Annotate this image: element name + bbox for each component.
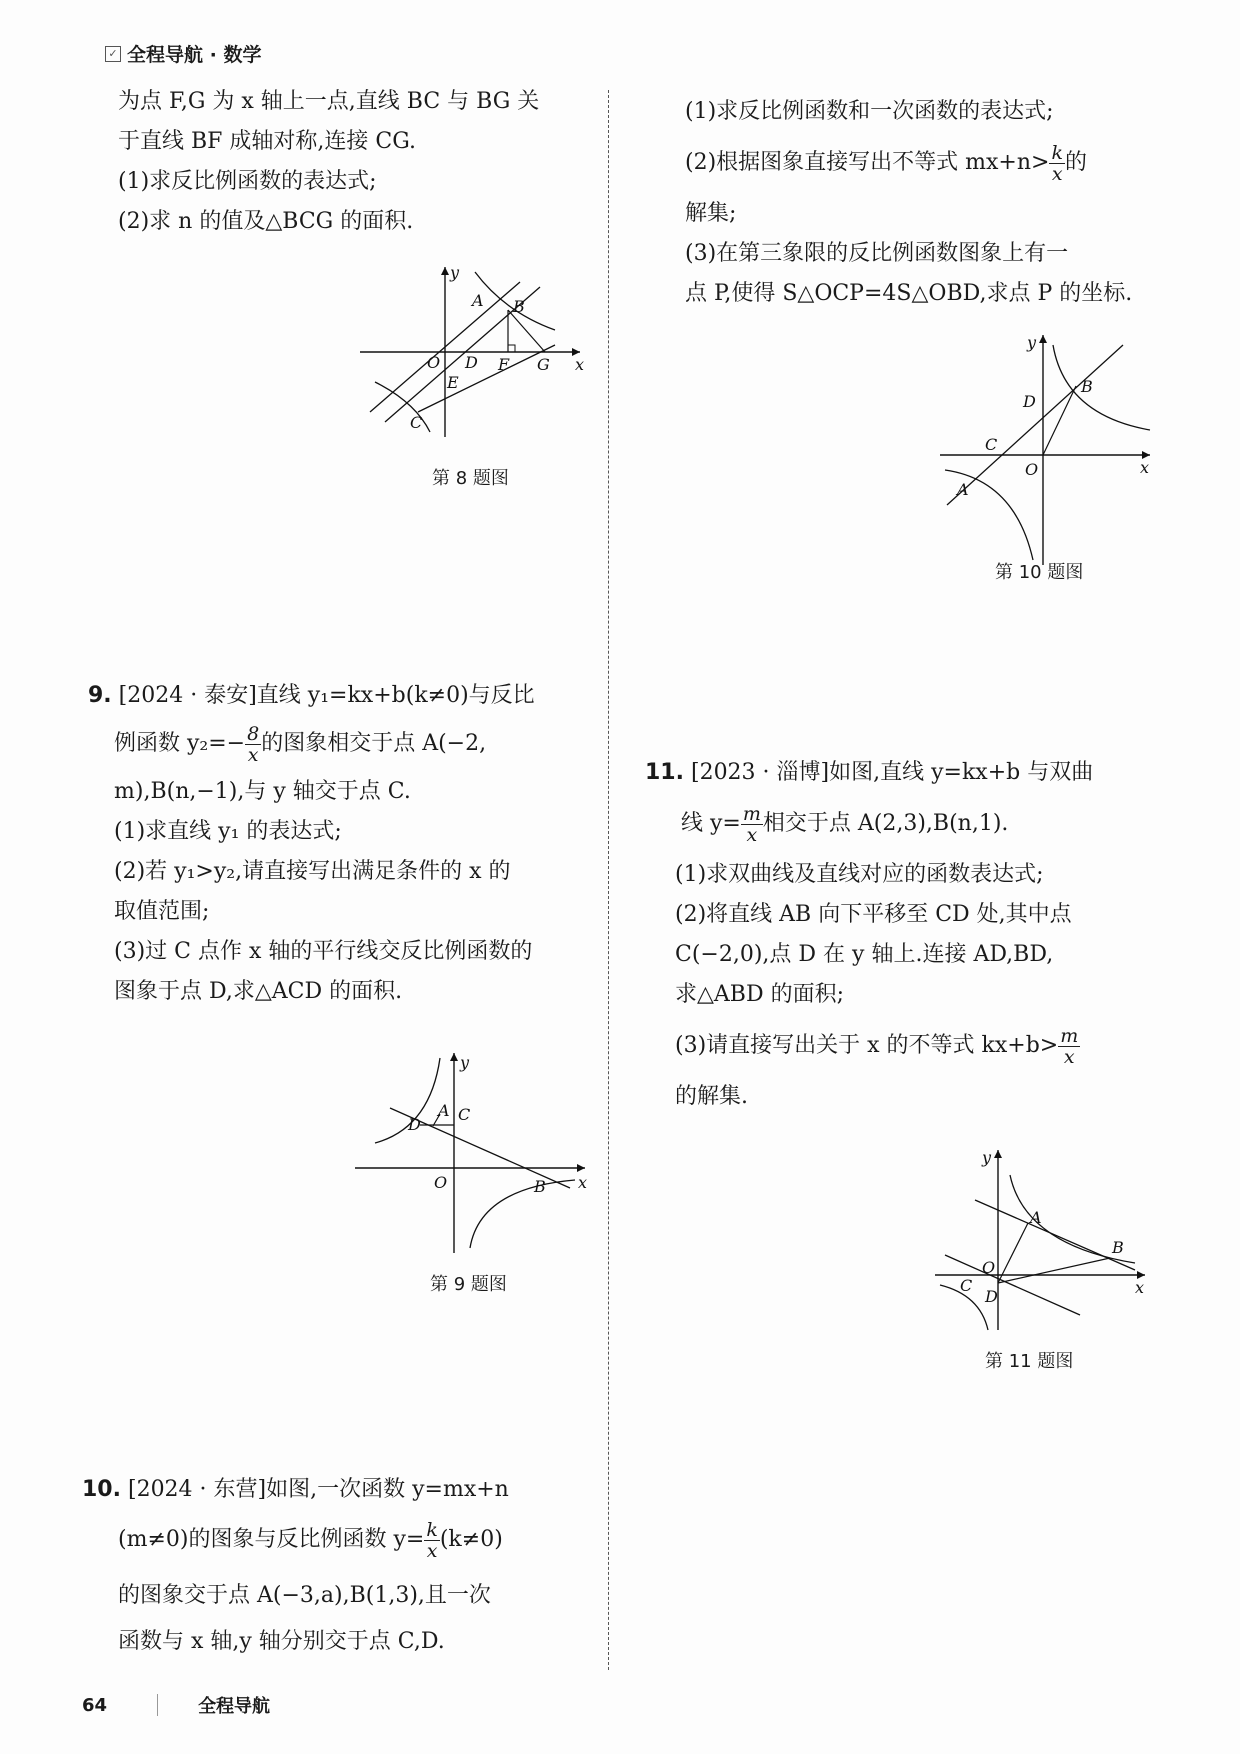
fig9-label-o: O (434, 1173, 448, 1192)
question-9-text (88, 676, 535, 1012)
q8-sub2: (2)求 n 的值及△BCG 的面积. (118, 209, 414, 234)
fig9-label-a: A (438, 1101, 450, 1120)
fig11-line-ab (975, 1200, 1135, 1270)
column-divider (608, 90, 609, 1670)
q10-sub2b: 的 (1064, 150, 1087, 175)
q11-sub2a: (2)将直线 AB 向下平移至 CD 处,其中点 (675, 902, 1072, 927)
q9-sub1: (1)求直线 y₁ 的表达式; (114, 819, 342, 844)
q10-line2a: (m≠0)的图象与反比例函数 y= (118, 1527, 425, 1552)
q11-sub1: (1)求双曲线及直线对应的函数表达式; (675, 862, 1044, 887)
fig10-line-ab (947, 345, 1123, 505)
footer-title: 全程导航 (198, 1696, 271, 1717)
fig9-label-y: y (460, 1053, 470, 1072)
q11-sub3b: 的解集. (675, 1084, 748, 1109)
q11-number: 11. (645, 760, 684, 785)
page-header (105, 40, 261, 67)
fig10-label-d: D (1023, 392, 1036, 411)
fig8-label-x: x (575, 355, 585, 374)
figure-10 (935, 330, 1155, 570)
figure-9 (350, 1048, 590, 1258)
fig10-label-c: C (985, 435, 998, 454)
q10-fraction: $\frac{k}{x}$ (426, 1518, 438, 1562)
question-8-text (118, 82, 539, 242)
fig10-label-y: y (1027, 333, 1037, 352)
fig10-label-x: x (1140, 458, 1150, 477)
q11-line1: [2023 · 淄博]如图,直线 y=kx+b 与双曲 (690, 760, 1094, 785)
q10-sub3b: 点 P,使得 S△OCP=4S△OBD,求点 P 的坐标. (685, 281, 1133, 306)
header-title: 全程导航 · 数学 (127, 44, 262, 66)
q9-line3: m),B(n,−1),与 y 轴交于点 C. (114, 779, 411, 804)
fig10-curve-q1 (1053, 345, 1150, 430)
q9-sub2b: 取值范围; (114, 899, 210, 924)
q8-sub1: (1)求反比例函数的表达式; (118, 169, 377, 194)
fig8-label-y: y (450, 263, 460, 282)
fig11-label-a: A (1030, 1208, 1042, 1227)
fig11-label-b: B (1112, 1238, 1124, 1257)
q10-line2b: (k≠0) (439, 1527, 503, 1552)
fig11-line-bd (998, 1258, 1110, 1283)
fig9-curve-right (470, 1180, 575, 1248)
q8-line1: 为点 F,G 为 x 轴上一点,直线 BC 与 BG 关 (118, 89, 540, 114)
q10-sub2-fraction: $\frac{k}{x}$ (1051, 141, 1063, 185)
q10-sub2a: (2)根据图象直接写出不等式 mx+n> (685, 150, 1050, 175)
q9-line2a: 例函数 y₂=− (114, 731, 246, 756)
q9-line2b: 的图象相交于点 A(−2, (261, 731, 487, 756)
q10-line1: [2024 · 东营]如图,一次函数 y=mx+n (127, 1477, 509, 1502)
fig11-label-d: D (985, 1287, 998, 1306)
q9-sub3b: 图象于点 D,求△ACD 的面积. (114, 979, 403, 1004)
q11-sub2b: C(−2,0),点 D 在 y 轴上.连接 AD,BD, (675, 942, 1054, 967)
q9-line1: [2024 · 泰安]直线 y₁=kx+b(k≠0)与反比 (118, 683, 535, 708)
fig8-label-o: O (427, 353, 441, 372)
q8-caption: 第 8 题图 (432, 468, 509, 489)
q10-line4: 函数与 x 轴,y 轴分别交于点 C,D. (118, 1629, 445, 1654)
fig8-label-f: F (498, 355, 510, 374)
figure-8 (355, 262, 585, 442)
fig10-label-b: B (1081, 377, 1093, 396)
fig8-label-g: G (537, 355, 550, 374)
q9-sub3a: (3)过 C 点作 x 轴的平行线交反比例函数的 (114, 939, 533, 964)
figure-11 (930, 1145, 1150, 1335)
q9-fraction: $\frac{8}{x}$ (247, 722, 260, 766)
footer-separator (157, 1694, 158, 1716)
q9-caption: 第 9 题图 (430, 1274, 507, 1295)
question-10-subparts (685, 92, 1132, 314)
question-10-text (82, 1470, 509, 1662)
fig8-label-e: E (447, 373, 459, 392)
q10-number: 10. (82, 1477, 121, 1502)
fig9-label-b: B (534, 1177, 546, 1196)
q8-line2: 于直线 BF 成轴对称,连接 CG. (118, 129, 417, 154)
fig8-label-b: B (513, 297, 525, 316)
q11-fraction: $\frac{m}{x}$ (742, 802, 761, 846)
fig11-label-x: x (1135, 1278, 1145, 1297)
fig9-label-c: C (458, 1105, 471, 1124)
fig11-line-ad (998, 1223, 1028, 1283)
q9-number: 9. (88, 683, 112, 708)
fig8-label-a: A (472, 291, 484, 310)
q10-sub1: (1)求反比例函数和一次函数的表达式; (685, 99, 1054, 124)
fig8-label-d: D (465, 353, 478, 372)
q11-sub2c: 求△ABD 的面积; (675, 982, 845, 1007)
fig8-label-c: C (410, 413, 423, 432)
fig11-label-y: y (982, 1148, 992, 1167)
q9-sub2a: (2)若 y₁>y₂,请直接写出满足条件的 x 的 (114, 859, 511, 884)
fig9-label-x: x (578, 1173, 588, 1192)
q11-caption: 第 11 题图 (985, 1351, 1074, 1372)
q11-sub3a: (3)请直接写出关于 x 的不等式 kx+b> (675, 1033, 1059, 1058)
fig10-label-a: A (957, 480, 969, 499)
q10-caption: 第 10 题图 (995, 562, 1084, 583)
fig8-line-bg (508, 310, 545, 352)
fig10-line-ob (1043, 386, 1076, 455)
fig10-label-o: O (1025, 460, 1039, 479)
q11-sub3-fraction: $\frac{m}{x}$ (1060, 1024, 1079, 1068)
question-11-text (645, 753, 1093, 1117)
q10-sub2c: 解集; (685, 201, 737, 226)
check-icon: ✓ (105, 46, 121, 62)
fig11-label-c: C (960, 1276, 973, 1295)
fig9-label-d: D (408, 1115, 421, 1134)
q10-line3: 的图象交于点 A(−3,a),B(1,3),且一次 (118, 1583, 491, 1608)
q10-sub3a: (3)在第三象限的反比例函数图象上有一 (685, 241, 1069, 266)
q11-line2a: 线 y= (681, 811, 741, 836)
fig11-label-o: O (982, 1258, 996, 1277)
q11-line2b: 相交于点 A(2,3),B(n,1). (762, 811, 1009, 836)
page-footer (82, 1692, 270, 1718)
page-number: 64 (82, 1694, 108, 1716)
